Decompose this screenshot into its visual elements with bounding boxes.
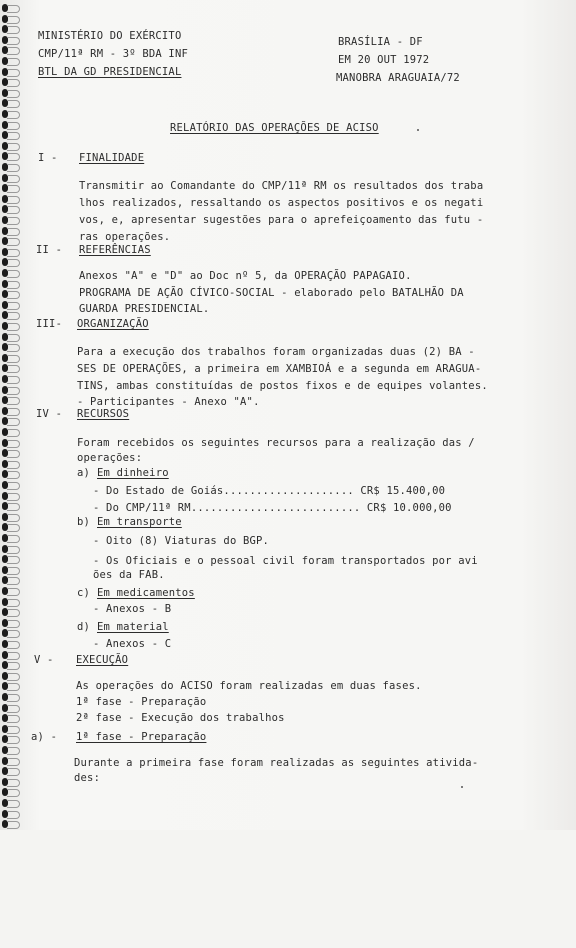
spiral-ring [2, 640, 16, 648]
spiral-ring [2, 417, 16, 425]
spiral-ring [2, 343, 16, 351]
item-a-heading: Em dinheiro [97, 467, 169, 479]
spiral-ring [2, 36, 16, 44]
document-title: RELATÓRIO DAS OPERAÇÕES DE ACISO [170, 122, 379, 134]
section-2-line: GUARDA PRESIDENCIAL. [79, 303, 210, 315]
spiral-ring [2, 566, 16, 574]
section-3-line: Para a execução dos trabalhos foram organizadas duas (2) BA - [77, 346, 475, 358]
spiral-ring [2, 142, 16, 150]
spiral-ring [2, 449, 16, 457]
item-d-heading: Em material [97, 621, 169, 633]
section-5-a-line: Durante a primeira fase foram realizadas as seguintes ativida- [74, 757, 479, 769]
spiral-ring [2, 523, 16, 531]
section-4-intro-line: Foram recebidos os seguintes recursos para a realização das / [77, 437, 475, 449]
spiral-ring [2, 460, 16, 468]
spiral-ring [2, 375, 16, 383]
section-5-a-line: des: [74, 772, 101, 784]
spiral-ring [2, 311, 16, 319]
ink-mark [417, 129, 419, 131]
spiral-ring [2, 598, 16, 606]
section-5-heading: EXECUÇÃO [76, 654, 129, 666]
spiral-ring [2, 502, 16, 510]
item-d-line: - Anexos - C [93, 638, 172, 650]
spiral-ring [2, 68, 16, 76]
spiral-ring [2, 481, 16, 489]
spiral-ring [2, 195, 16, 203]
item-c-heading: Em medicamentos [97, 587, 195, 599]
spiral-ring [2, 322, 16, 330]
header-maneuver: MANOBRA ARAGUAIA/72 [336, 72, 460, 84]
item-b-heading: Em transporte [97, 516, 182, 528]
spiral-binding [0, 0, 30, 830]
spiral-ring [2, 407, 16, 415]
spiral-ring [2, 163, 16, 171]
spiral-ring [2, 25, 16, 33]
item-c-label: c) [77, 587, 91, 599]
lower-blank-area [0, 830, 576, 948]
spiral-ring [2, 672, 16, 680]
spiral-ring [2, 714, 16, 722]
section-5-line: As operações do ACISO foram realizadas em duas fases. [76, 680, 422, 692]
item-b-line: ões da FAB. [93, 569, 165, 581]
section-2-heading: REFERÊNCIAS [79, 244, 151, 256]
item-d-label: d) [77, 621, 91, 633]
spiral-ring [2, 237, 16, 245]
spiral-ring [2, 439, 16, 447]
spiral-ring [2, 216, 16, 224]
spiral-ring [2, 820, 16, 828]
section-1-line: ras operações. [79, 231, 171, 243]
spiral-ring [2, 661, 16, 669]
item-b-line: - Os Oficiais e o pessoal civil foram transportados por avi [93, 555, 478, 567]
spiral-ring [2, 778, 16, 786]
spiral-ring [2, 89, 16, 97]
spiral-ring [2, 587, 16, 595]
spiral-ring [2, 725, 16, 733]
item-b-label: b) [77, 516, 91, 528]
spiral-ring [2, 78, 16, 86]
spiral-ring [2, 121, 16, 129]
spiral-ring [2, 534, 16, 542]
ink-mark [461, 786, 463, 788]
spiral-ring [2, 152, 16, 160]
spiral-ring [2, 15, 16, 23]
section-1-line: lhos realizados, ressaltando os aspectos positivos e os negati [79, 197, 484, 209]
spiral-ring [2, 470, 16, 478]
spiral-ring [2, 788, 16, 796]
section-1-line: Transmitir ao Comandante do CMP/11ª RM os resultados dos traba [79, 180, 484, 192]
spiral-ring [2, 301, 16, 309]
section-3-line: SES DE OPERAÇÕES, a primeira em XAMBIOÁ e a segunda em ARAGUA- [77, 363, 482, 375]
header-place: BRASÍLIA - DF [338, 36, 423, 48]
section-4-intro-line: operações: [77, 452, 143, 464]
section-1-heading: FINALIDADE [79, 152, 145, 164]
spiral-ring [2, 57, 16, 65]
section-3-line: TINS, ambas constituídas de postos fixos e de equipes volantes. [77, 380, 488, 392]
item-a-label: a) [77, 467, 91, 479]
spiral-ring [2, 205, 16, 213]
spiral-ring [2, 682, 16, 690]
section-1-number: I - [38, 152, 58, 164]
spiral-ring [2, 651, 16, 659]
spiral-ring [2, 364, 16, 372]
spiral-ring [2, 757, 16, 765]
spiral-ring [2, 99, 16, 107]
spiral-ring [2, 4, 16, 12]
spiral-ring [2, 110, 16, 118]
header-org-line2: CMP/11ª RM - 3º BDA INF [38, 48, 188, 60]
header-date: EM 20 OUT 1972 [338, 54, 430, 66]
spiral-ring [2, 693, 16, 701]
spiral-ring [2, 799, 16, 807]
section-5-line: 1ª fase - Preparação [76, 696, 207, 708]
spiral-ring [2, 184, 16, 192]
section-5-line: 2ª fase - Execução dos trabalhos [76, 712, 285, 724]
spiral-ring [2, 555, 16, 563]
spiral-ring [2, 545, 16, 553]
item-c-line: - Anexos - B [93, 603, 172, 615]
spiral-ring [2, 492, 16, 500]
spiral-ring [2, 576, 16, 584]
section-4-heading: RECURSOS [77, 408, 130, 420]
spiral-ring [2, 746, 16, 754]
spiral-ring [2, 248, 16, 256]
spiral-ring [2, 354, 16, 362]
spiral-ring [2, 174, 16, 182]
section-3-heading: ORGANIZAÇÃO [77, 318, 149, 330]
section-2-line: PROGRAMA DE AÇÃO CÍVICO-SOCIAL - elaborado pelo BATALHÃO DA [79, 287, 464, 299]
spiral-ring [2, 290, 16, 298]
spiral-ring [2, 428, 16, 436]
header-org-line3: BTL DA GD PRESIDENCIAL [38, 66, 182, 78]
spiral-ring [2, 513, 16, 521]
section-3-line: - Participantes - Anexo "A". [77, 396, 260, 408]
section-5-number: V - [34, 654, 54, 666]
spiral-ring [2, 269, 16, 277]
spiral-ring [2, 386, 16, 394]
section-2-line: Anexos "A" e "D" ao Doc nº 5, da OPERAÇÃO PAPAGAIO. [79, 270, 412, 282]
item-b-line: - Oito (8) Viaturas do BGP. [93, 535, 270, 547]
spiral-ring [2, 735, 16, 743]
spiral-ring [2, 258, 16, 266]
section-2-number: II - [36, 244, 63, 256]
spiral-ring [2, 767, 16, 775]
spiral-ring [2, 810, 16, 818]
spiral-ring [2, 396, 16, 404]
item-a-line: - Do Estado de Goiás.................... CR$ 15.400,00 [93, 485, 446, 497]
spiral-ring [2, 608, 16, 616]
spiral-ring [2, 629, 16, 637]
spiral-ring [2, 46, 16, 54]
spiral-ring [2, 227, 16, 235]
section-5-a-label: a) - [31, 731, 58, 743]
spiral-ring [2, 280, 16, 288]
spiral-ring [2, 333, 16, 341]
section-1-line: vos, e, apresentar sugestões para o aprefeiçoamento das futu - [79, 214, 484, 226]
spiral-ring [2, 704, 16, 712]
section-5-a-heading: 1ª fase - Preparação [76, 731, 207, 743]
item-a-line: - Do CMP/11ª RM.......................... CR$ 10.000,00 [93, 502, 452, 514]
spiral-ring [2, 131, 16, 139]
section-3-number: III- [36, 318, 63, 330]
section-4-number: IV - [36, 408, 63, 420]
spiral-ring [2, 619, 16, 627]
header-org-line1: MINISTÉRIO DO EXÉRCITO [38, 30, 182, 42]
